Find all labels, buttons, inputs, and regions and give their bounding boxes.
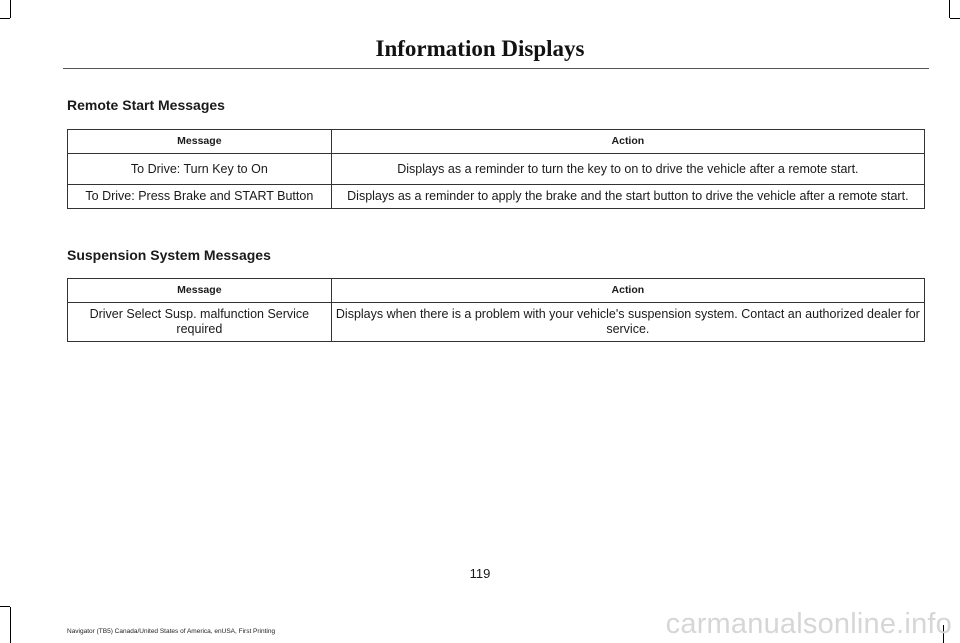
column-header-action: Action	[331, 130, 924, 154]
crop-mark	[10, 0, 11, 18]
section-title-suspension: Suspension System Messages	[67, 247, 271, 263]
suspension-messages-table	[67, 278, 925, 342]
crop-mark	[10, 607, 11, 643]
column-header-message: Message	[68, 130, 332, 154]
table-row	[68, 154, 925, 185]
action-cell: Displays when there is a problem with your vehicle's suspension system. Contact an authorized dealer for service.	[331, 303, 924, 342]
watermark: carmanualsonline.info	[665, 608, 952, 640]
footer-text: Navigator (TB5) Canada/United States of America, enUSA, First Printing	[67, 628, 276, 635]
remote-start-messages-table	[67, 129, 925, 209]
table-header-row	[68, 130, 925, 154]
crop-mark	[0, 18, 10, 19]
page-header-title: Information Displays	[375, 36, 585, 61]
action-cell: Displays as a reminder to apply the brake and the start button to drive the vehicle after a remote start.	[331, 185, 924, 209]
crop-mark	[950, 18, 960, 19]
crop-mark	[949, 0, 950, 18]
column-header-action: Action	[331, 279, 924, 303]
header-divider	[63, 68, 929, 69]
message-cell: To Drive: Press Brake and START Button	[68, 185, 332, 209]
message-cell: To Drive: Turn Key to On	[68, 154, 332, 185]
message-cell: Driver Select Susp. malfunction Service required	[68, 303, 332, 342]
column-header-message: Message	[68, 279, 332, 303]
action-cell: Displays as a reminder to turn the key to on to drive the vehicle after a remote start.	[331, 154, 924, 185]
table-header-row	[68, 279, 925, 303]
page-number: 119	[469, 566, 491, 581]
crop-mark	[0, 606, 10, 607]
table-row	[68, 185, 925, 209]
table-row	[68, 303, 925, 342]
section-title-remote-start: Remote Start Messages	[67, 97, 225, 113]
